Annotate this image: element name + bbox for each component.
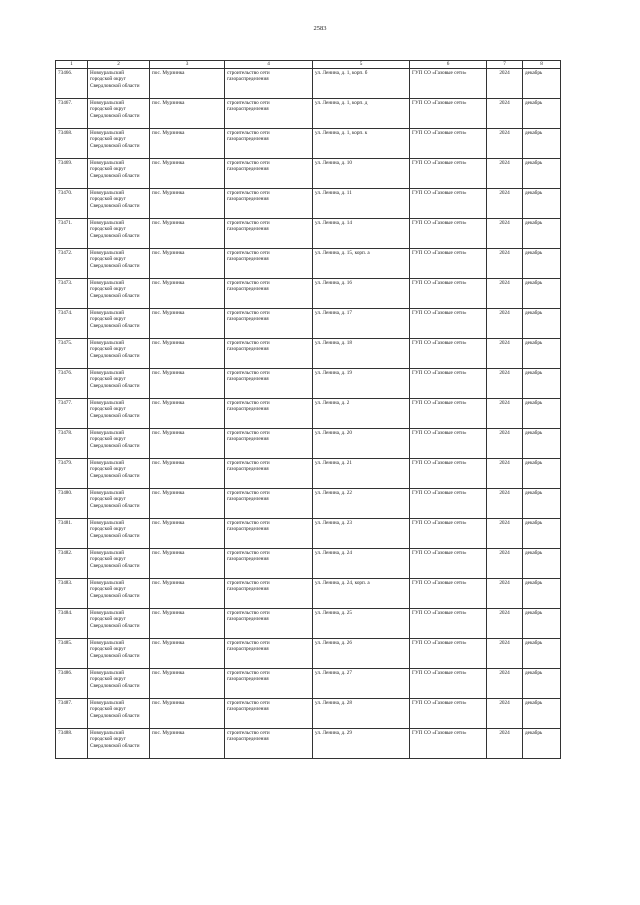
settlement-cell: пос. Мурзинка [150, 218, 225, 248]
column-number-row [56, 61, 561, 69]
work-type-cell: строительство сети газораспределения [225, 428, 313, 458]
work-type-cell: строительство сети газораспределения [225, 548, 313, 578]
address-cell: ул. Ленина, д. 25 [313, 608, 410, 638]
table-row [56, 638, 561, 668]
operator-cell: ГУП СО «Газовые сети» [410, 428, 487, 458]
settlement-cell: пос. Мурзинка [150, 548, 225, 578]
settlement-cell: пос. Мурзинка [150, 488, 225, 518]
district-cell: Новоуральский городской округ Свердловской области [88, 608, 150, 638]
year-cell: 2024 [487, 278, 523, 308]
work-type-cell: строительство сети газораспределения [225, 518, 313, 548]
table-row [56, 518, 561, 548]
column-header: 3 [150, 61, 225, 69]
table-row [56, 128, 561, 158]
year-cell: 2024 [487, 428, 523, 458]
settlement-cell: пос. Мурзинка [150, 368, 225, 398]
row-number: 73475. [56, 338, 88, 368]
operator-cell: ГУП СО «Газовые сети» [410, 608, 487, 638]
year-cell: 2024 [487, 248, 523, 278]
district-cell: Новоуральский городской округ Свердловской области [88, 98, 150, 128]
district-cell: Новоуральский городской округ Свердловской области [88, 278, 150, 308]
district-cell: Новоуральский городской округ Свердловской области [88, 68, 150, 98]
settlement-cell: пос. Мурзинка [150, 248, 225, 278]
table-row [56, 158, 561, 188]
operator-cell: ГУП СО «Газовые сети» [410, 218, 487, 248]
address-cell: ул. Ленина, д. 1, корп. б [313, 68, 410, 98]
operator-cell: ГУП СО «Газовые сети» [410, 398, 487, 428]
operator-cell: ГУП СО «Газовые сети» [410, 638, 487, 668]
district-cell: Новоуральский городской округ Свердловской области [88, 218, 150, 248]
settlement-cell: пос. Мурзинка [150, 578, 225, 608]
month-cell: декабрь [523, 278, 561, 308]
table-row [56, 188, 561, 218]
settlement-cell: пос. Мурзинка [150, 668, 225, 698]
district-cell: Новоуральский городской округ Свердловской области [88, 128, 150, 158]
row-number: 73471. [56, 218, 88, 248]
settlement-cell: пос. Мурзинка [150, 638, 225, 668]
address-cell: ул. Ленина, д. 1, корп. д [313, 98, 410, 128]
operator-cell: ГУП СО «Газовые сети» [410, 548, 487, 578]
operator-cell: ГУП СО «Газовые сети» [410, 578, 487, 608]
column-header: 1 [56, 61, 88, 69]
work-type-cell: строительство сети газораспределения [225, 158, 313, 188]
table-row [56, 218, 561, 248]
work-type-cell: строительство сети газораспределения [225, 668, 313, 698]
settlement-cell: пос. Мурзинка [150, 428, 225, 458]
work-type-cell: строительство сети газораспределения [225, 578, 313, 608]
settlement-cell: пос. Мурзинка [150, 98, 225, 128]
row-number: 73486. [56, 668, 88, 698]
table-row [56, 458, 561, 488]
work-type-cell: строительство сети газораспределения [225, 488, 313, 518]
settlement-cell: пос. Мурзинка [150, 398, 225, 428]
row-number: 73476. [56, 368, 88, 398]
settlement-cell: пос. Мурзинка [150, 308, 225, 338]
settlement-cell: пос. Мурзинка [150, 728, 225, 758]
operator-cell: ГУП СО «Газовые сети» [410, 458, 487, 488]
operator-cell: ГУП СО «Газовые сети» [410, 338, 487, 368]
month-cell: декабрь [523, 128, 561, 158]
operator-cell: ГУП СО «Газовые сети» [410, 158, 487, 188]
operator-cell: ГУП СО «Газовые сети» [410, 518, 487, 548]
district-cell: Новоуральский городской округ Свердловской области [88, 728, 150, 758]
operator-cell: ГУП СО «Газовые сети» [410, 698, 487, 728]
registry-table [55, 60, 561, 759]
district-cell: Новоуральский городской округ Свердловской области [88, 338, 150, 368]
operator-cell: ГУП СО «Газовые сети» [410, 278, 487, 308]
district-cell: Новоуральский городской округ Свердловской области [88, 458, 150, 488]
settlement-cell: пос. Мурзинка [150, 188, 225, 218]
row-number: 73484. [56, 608, 88, 638]
row-number: 73477. [56, 398, 88, 428]
month-cell: декабрь [523, 248, 561, 278]
year-cell: 2024 [487, 608, 523, 638]
page-number: 2583 [313, 25, 327, 32]
month-cell: декабрь [523, 488, 561, 518]
row-number: 73487. [56, 698, 88, 728]
settlement-cell: пос. Мурзинка [150, 68, 225, 98]
month-cell: декабрь [523, 608, 561, 638]
district-cell: Новоуральский городской округ Свердловской области [88, 488, 150, 518]
month-cell: декабрь [523, 68, 561, 98]
month-cell: декабрь [523, 458, 561, 488]
work-type-cell: строительство сети газораспределения [225, 338, 313, 368]
work-type-cell: строительство сети газораспределения [225, 608, 313, 638]
address-cell: ул. Ленина, д. 19 [313, 368, 410, 398]
column-header: 2 [88, 61, 150, 69]
district-cell: Новоуральский городской округ Свердловской области [88, 428, 150, 458]
table-row [56, 668, 561, 698]
operator-cell: ГУП СО «Газовые сети» [410, 488, 487, 518]
operator-cell: ГУП СО «Газовые сети» [410, 188, 487, 218]
column-header: 4 [225, 61, 313, 69]
district-cell: Новоуральский городской округ Свердловской области [88, 308, 150, 338]
year-cell: 2024 [487, 68, 523, 98]
year-cell: 2024 [487, 578, 523, 608]
month-cell: декабрь [523, 728, 561, 758]
settlement-cell: пос. Мурзинка [150, 278, 225, 308]
year-cell: 2024 [487, 128, 523, 158]
row-number: 73480. [56, 488, 88, 518]
settlement-cell: пос. Мурзинка [150, 338, 225, 368]
operator-cell: ГУП СО «Газовые сети» [410, 368, 487, 398]
district-cell: Новоуральский городской округ Свердловской области [88, 668, 150, 698]
column-header: 7 [487, 61, 523, 69]
table-row [56, 548, 561, 578]
address-cell: ул. Ленина, д. 1, корп. к [313, 128, 410, 158]
address-cell: ул. Ленина, д. 24 [313, 548, 410, 578]
work-type-cell: строительство сети газораспределения [225, 308, 313, 338]
work-type-cell: строительство сети газораспределения [225, 128, 313, 158]
year-cell: 2024 [487, 158, 523, 188]
work-type-cell: строительство сети газораспределения [225, 638, 313, 668]
table-row [56, 278, 561, 308]
month-cell: декабрь [523, 368, 561, 398]
year-cell: 2024 [487, 368, 523, 398]
month-cell: декабрь [523, 218, 561, 248]
year-cell: 2024 [487, 188, 523, 218]
year-cell: 2024 [487, 488, 523, 518]
district-cell: Новоуральский городской округ Свердловской области [88, 398, 150, 428]
table-row [56, 578, 561, 608]
district-cell: Новоуральский городской округ Свердловской области [88, 248, 150, 278]
table-row [56, 98, 561, 128]
table-row [56, 68, 561, 98]
row-number: 73488. [56, 728, 88, 758]
row-number: 73482. [56, 548, 88, 578]
month-cell: декабрь [523, 428, 561, 458]
month-cell: декабрь [523, 308, 561, 338]
settlement-cell: пос. Мурзинка [150, 608, 225, 638]
table-row [56, 698, 561, 728]
address-cell: ул. Ленина, д. 26 [313, 638, 410, 668]
work-type-cell: строительство сети газораспределения [225, 698, 313, 728]
column-header: 8 [523, 61, 561, 69]
operator-cell: ГУП СО «Газовые сети» [410, 308, 487, 338]
work-type-cell: строительство сети газораспределения [225, 98, 313, 128]
table-row [56, 488, 561, 518]
address-cell: ул. Ленина, д. 20 [313, 428, 410, 458]
settlement-cell: пос. Мурзинка [150, 698, 225, 728]
address-cell: ул. Ленина, д. 29 [313, 728, 410, 758]
district-cell: Новоуральский городской округ Свердловской области [88, 578, 150, 608]
address-cell: ул. Ленина, д. 16 [313, 278, 410, 308]
year-cell: 2024 [487, 338, 523, 368]
operator-cell: ГУП СО «Газовые сети» [410, 128, 487, 158]
address-cell: ул. Ленина, д. 21 [313, 458, 410, 488]
work-type-cell: строительство сети газораспределения [225, 188, 313, 218]
row-number: 73481. [56, 518, 88, 548]
row-number: 73473. [56, 278, 88, 308]
year-cell: 2024 [487, 98, 523, 128]
table-row [56, 428, 561, 458]
operator-cell: ГУП СО «Газовые сети» [410, 98, 487, 128]
work-type-cell: строительство сети газораспределения [225, 278, 313, 308]
row-number: 73469. [56, 158, 88, 188]
work-type-cell: строительство сети газораспределения [225, 398, 313, 428]
month-cell: декабрь [523, 338, 561, 368]
row-number: 73468. [56, 128, 88, 158]
row-number: 73479. [56, 458, 88, 488]
month-cell: декабрь [523, 518, 561, 548]
address-cell: ул. Ленина, д. 14 [313, 218, 410, 248]
year-cell: 2024 [487, 458, 523, 488]
address-cell: ул. Ленина, д. 10 [313, 158, 410, 188]
table-row [56, 398, 561, 428]
row-number: 73470. [56, 188, 88, 218]
month-cell: декабрь [523, 188, 561, 218]
work-type-cell: строительство сети газораспределения [225, 68, 313, 98]
work-type-cell: строительство сети газораспределения [225, 368, 313, 398]
table-row [56, 608, 561, 638]
operator-cell: ГУП СО «Газовые сети» [410, 68, 487, 98]
operator-cell: ГУП СО «Газовые сети» [410, 728, 487, 758]
work-type-cell: строительство сети газораспределения [225, 218, 313, 248]
year-cell: 2024 [487, 698, 523, 728]
year-cell: 2024 [487, 638, 523, 668]
address-cell: ул. Ленина, д. 15, корп. а [313, 248, 410, 278]
address-cell: ул. Ленина, д. 18 [313, 338, 410, 368]
year-cell: 2024 [487, 308, 523, 338]
address-cell: ул. Ленина, д. 17 [313, 308, 410, 338]
district-cell: Новоуральский городской округ Свердловской области [88, 548, 150, 578]
row-number: 73466. [56, 68, 88, 98]
district-cell: Новоуральский городской округ Свердловской области [88, 158, 150, 188]
table-body [56, 68, 561, 758]
district-cell: Новоуральский городской округ Свердловской области [88, 368, 150, 398]
district-cell: Новоуральский городской округ Свердловской области [88, 638, 150, 668]
district-cell: Новоуральский городской округ Свердловской области [88, 518, 150, 548]
month-cell: декабрь [523, 638, 561, 668]
year-cell: 2024 [487, 518, 523, 548]
settlement-cell: пос. Мурзинка [150, 518, 225, 548]
settlement-cell: пос. Мурзинка [150, 458, 225, 488]
row-number: 73474. [56, 308, 88, 338]
address-cell: ул. Ленина, д. 2 [313, 398, 410, 428]
month-cell: декабрь [523, 158, 561, 188]
address-cell: ул. Ленина, д. 28 [313, 698, 410, 728]
address-cell: ул. Ленина, д. 24, корп. а [313, 578, 410, 608]
row-number: 73472. [56, 248, 88, 278]
address-cell: ул. Ленина, д. 23 [313, 518, 410, 548]
work-type-cell: строительство сети газораспределения [225, 458, 313, 488]
table-row [56, 338, 561, 368]
row-number: 73467. [56, 98, 88, 128]
address-cell: ул. Ленина, д. 27 [313, 668, 410, 698]
address-cell: ул. Ленина, д. 22 [313, 488, 410, 518]
year-cell: 2024 [487, 548, 523, 578]
row-number: 73485. [56, 638, 88, 668]
district-cell: Новоуральский городской округ Свердловской области [88, 188, 150, 218]
table-row [56, 308, 561, 338]
column-header: 5 [313, 61, 410, 69]
month-cell: декабрь [523, 548, 561, 578]
month-cell: декабрь [523, 398, 561, 428]
work-type-cell: строительство сети газораспределения [225, 728, 313, 758]
month-cell: декабрь [523, 98, 561, 128]
month-cell: декабрь [523, 698, 561, 728]
operator-cell: ГУП СО «Газовые сети» [410, 668, 487, 698]
year-cell: 2024 [487, 728, 523, 758]
address-cell: ул. Ленина, д. 11 [313, 188, 410, 218]
operator-cell: ГУП СО «Газовые сети» [410, 248, 487, 278]
table-row [56, 728, 561, 758]
settlement-cell: пос. Мурзинка [150, 158, 225, 188]
year-cell: 2024 [487, 218, 523, 248]
year-cell: 2024 [487, 668, 523, 698]
year-cell: 2024 [487, 398, 523, 428]
work-type-cell: строительство сети газораспределения [225, 248, 313, 278]
row-number: 73483. [56, 578, 88, 608]
district-cell: Новоуральский городской округ Свердловской области [88, 698, 150, 728]
month-cell: декабрь [523, 578, 561, 608]
settlement-cell: пос. Мурзинка [150, 128, 225, 158]
table-row [56, 368, 561, 398]
table-row [56, 248, 561, 278]
row-number: 73478. [56, 428, 88, 458]
column-header: 6 [410, 61, 487, 69]
month-cell: декабрь [523, 668, 561, 698]
